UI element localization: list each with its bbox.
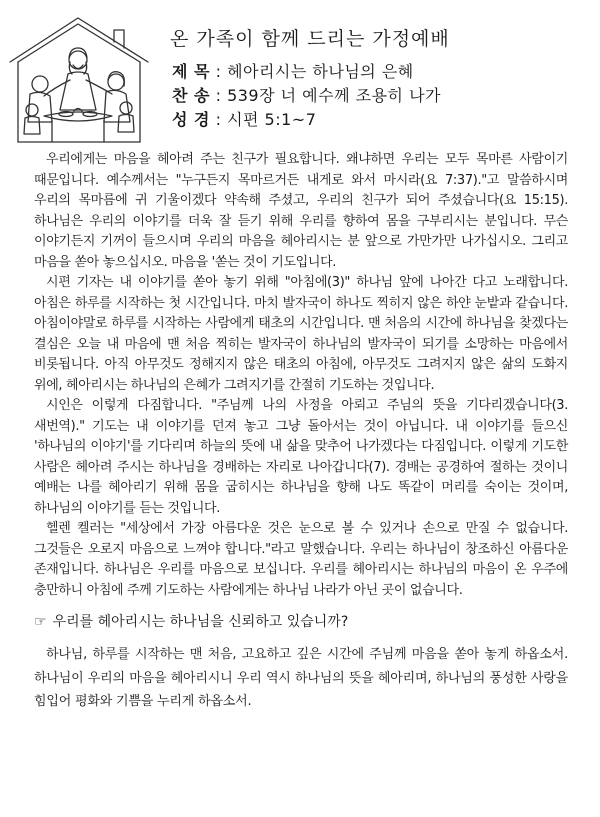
hymn-row (172, 84, 572, 108)
sermon-body (34, 150, 568, 714)
subject-row (172, 60, 572, 84)
paragraph-2: 시편 기자는 내 이야기를 쏟아 놓기 위해 "아침에(3)" 하나님 앞에 나아간 다고 노래합니다. 아침은 하루를 시작하는 첫 시간입니다. 마치 발자국이 하나도 찍히지 않은 하얀 눈밭과 같습니다. 아침이야말로 하루를 시작하는 사람에게 태초의 시간입니다. 맨 처음의 시간에 하나님을 찾겠다는 결심은 오늘 내 마음에 맨 처음 찍히는 발자국이 하나님의 발자국이 되기를 소망하는 마음에서 비롯됩니다. 아직 아무것도 정해지지 않은 태초의 아침에, 아무것도 그려지지 않은 삶의 도화지 위에, 헤아리시는 하나님의 은혜가 그려지기를 간절히 기도하는 것입니다. (34, 275, 568, 393)
paragraph-3: 시인은 이렇게 다짐합니다. "주님께 나의 사정을 아뢰고 주님의 뜻을 기다리겠습니다(3. 새번역)." 기도는 내 이야기를 던져 놓고 그냥 돌아서는 것이 아닙니다. 내 이야기를 들으신 '하나님의 이야기'를 기다리며 하늘의 뜻에 내 삶을 맞추어 나가겠다는 다짐입니다. 이렇게 기도한 사람은 헤아려 주시는 하나님을 경배하는 자리로 나아갑니다(7). 경배는 공경하여 절하는 것이니 예배는 나를 헤아리기 위해 몸을 굽히시는 하나님을 향해 나도 똑같이 머리를 숙이는 것이며, 하나님의 이야기를 듣는 것입니다. (34, 398, 568, 516)
question-text: 우리를 헤아리시는 하나님을 신뢰하고 있습니까? (52, 614, 349, 630)
jesus-head (69, 51, 87, 69)
subject-colon: : (215, 62, 228, 81)
subject-label: 제 목 (172, 62, 210, 81)
jesus-arms (44, 80, 112, 96)
subject-value: 헤아리시는 하나님의 은혜 (227, 62, 414, 81)
reflection-question (34, 611, 568, 633)
scripture-colon: : (215, 110, 228, 129)
hymn-value: 539장 너 예수께 조용히 나가 (227, 86, 442, 105)
table-legs (52, 120, 104, 142)
table-top (44, 112, 112, 121)
page-title: 온 가족이 함께 드리는 가정예배 (170, 28, 450, 50)
paragraph-1: 우리에게는 마음을 헤아려 주는 친구가 필요합니다. 왜냐하면 우리는 모두 목마른 사람이기 때문입니다. 예수께서는 "누구든지 목마르거든 내게로 와서 마시라(요 7:37)."고 말씀하시며 우리의 목마름에 귀 기울이겠다 약속해 주셨고, 우리의 친구가 되어 주셨습니다(요 15:15). 하나님은 우리의 이야기를 더욱 잘 듣기 위해 우리를 향하여 몸을 구부리시는 분입니다. 무슨 이야기든지 기꺼이 들으시며 우리의 마음을 헤아리시는 분 앞으로 가만가만 나가십시오. 그리고 마음을 쏟아 놓으십시오. 마음을 '쏟는 것이 기도입니다. (34, 152, 568, 270)
mother-head (108, 74, 124, 90)
child-left-body (24, 117, 40, 135)
pointing-hand-icon: ☞ (34, 614, 47, 630)
closing-prayer: 하나님, 하루를 시작하는 맨 처음, 고요하고 깊은 시간에 주님께 마음을 쏟아 놓게 하옵소서. 하나님이 우리의 마음을 헤아리시니 우리 역시 하나님의 뜻을 헤아리며, 하나님의 풍성한 사랑을 힘입어 평화와 기쁨을 누리게 하옵소서. (34, 647, 568, 709)
child-right-head (120, 102, 132, 114)
child-right-body (118, 115, 134, 133)
paragraph-4: 헬렌 켈러는 "세상에서 가장 아름다운 것은 눈으로 볼 수 있거나 손으로 만질 수 없습니다. 그것들은 오로지 마음으로 느껴야 합니다."라고 말했습니다. 우리는 하나님이 창조하신 아름다운 존재입니다. 하나님은 우리를 마음으로 보십니다. 우리를 헤아리시는 하나님의 마음이 온 우주에 충만하니 아침에 주께 기도하는 사람에게는 하나님 나라가 아닌 곳이 없습니다. (34, 521, 568, 598)
father-head (32, 76, 48, 92)
scripture-row (172, 108, 572, 132)
child-left-head (26, 104, 38, 116)
hymn-label: 찬 송 (172, 86, 210, 105)
family-worship-illustration (2, 10, 154, 150)
scripture-label: 성 경 (172, 110, 210, 129)
scripture-value: 시편 5:1~7 (227, 110, 317, 129)
worship-info (172, 60, 572, 132)
jesus-robe (60, 72, 96, 110)
hymn-colon: : (215, 86, 228, 105)
jesus-hair (69, 48, 87, 74)
